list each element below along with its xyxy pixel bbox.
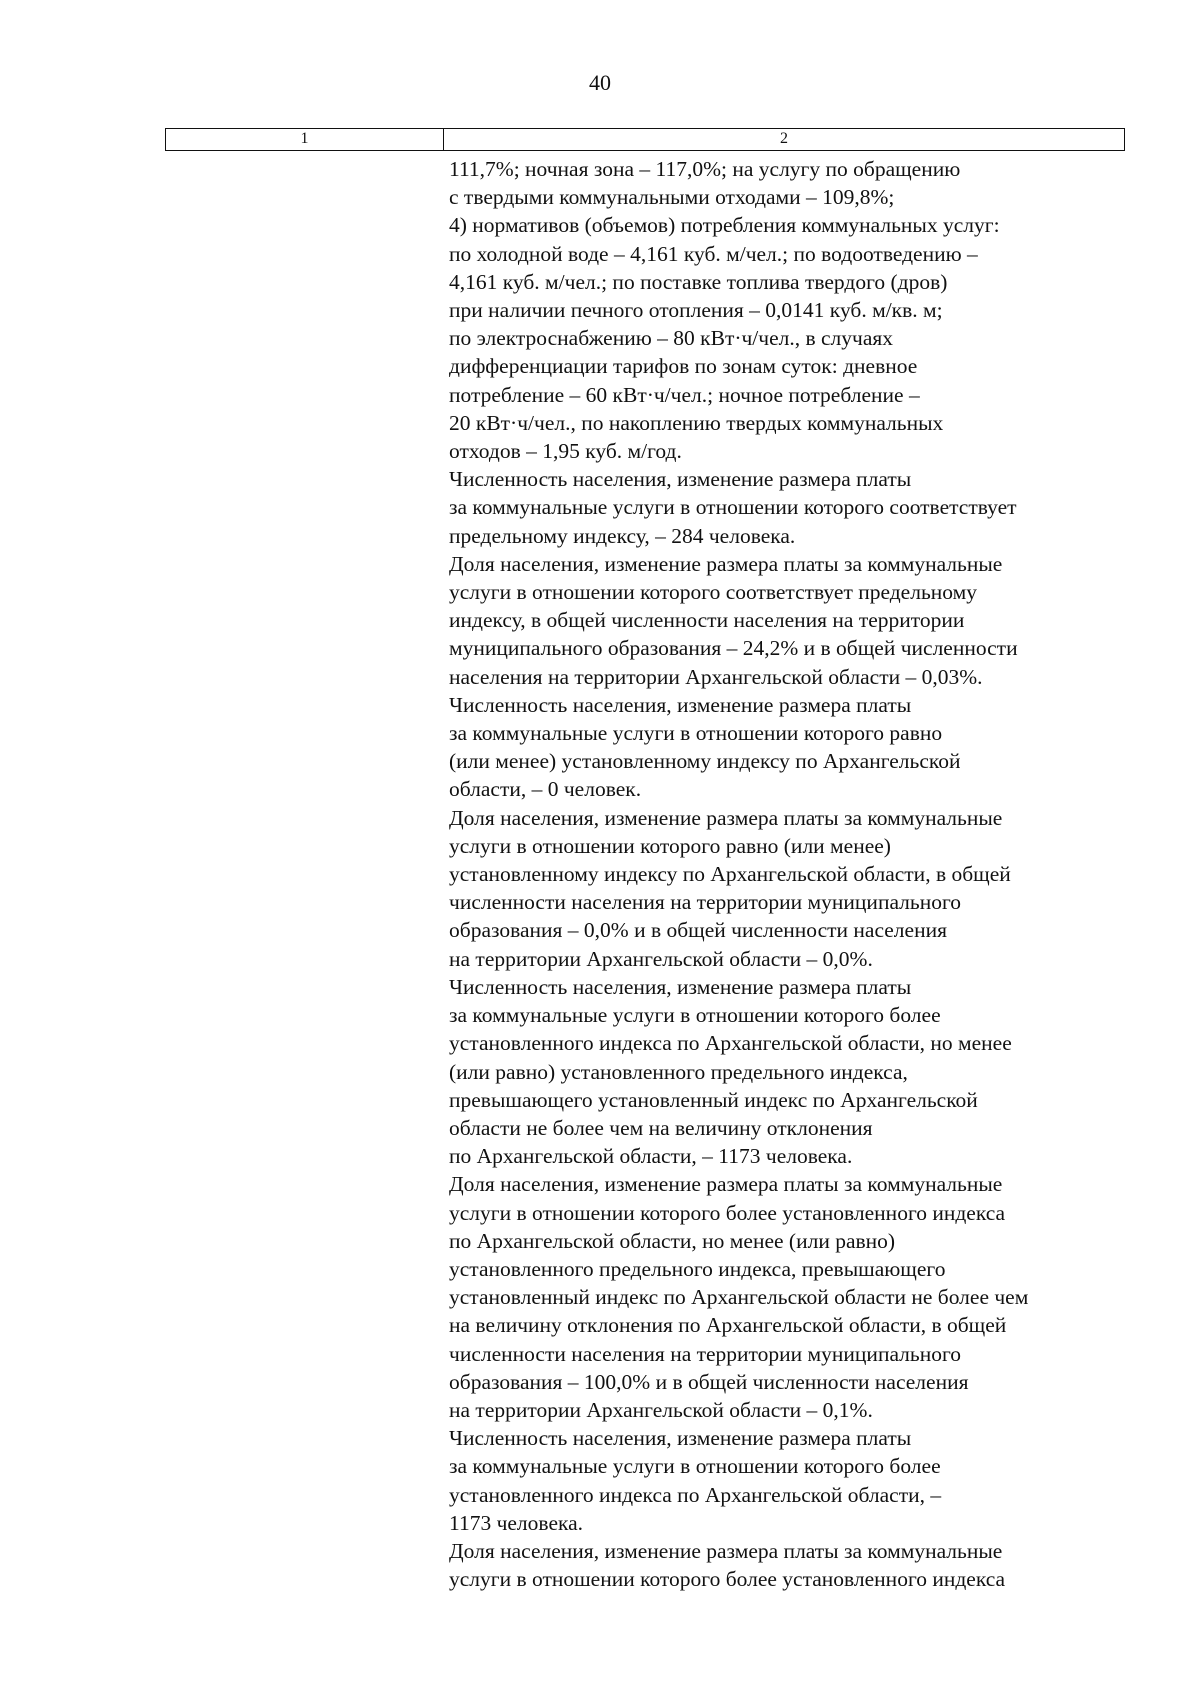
- text-line: на территории Архангельской области – 0,1%.: [449, 1397, 873, 1422]
- text-line: области не более чем на величину отклонения: [449, 1115, 873, 1140]
- text-line: дифференциации тарифов по зонам суток: дневное: [449, 354, 918, 379]
- text-line: превышающего установленный индекс по Архангельской: [449, 1087, 978, 1112]
- text-line: Численность населения, изменение размера платы: [449, 1426, 912, 1451]
- text-line: 20 кВт·ч/чел., по накоплению твердых коммунальных: [449, 410, 944, 435]
- text-line: по Архангельской области, но менее (или равно): [449, 1228, 896, 1253]
- text-line: на территории Архангельской области – 0,0%.: [449, 946, 873, 971]
- table-header-row: [165, 128, 1125, 151]
- text-line: Численность населения, изменение размера платы: [449, 692, 912, 717]
- text-line: Доля населения, изменение размера платы за коммунальные: [449, 805, 1003, 830]
- text-line: Численность населения, изменение размера платы: [449, 467, 912, 492]
- text-line: услуги в отношении которого равно (или менее): [449, 833, 891, 858]
- text-line: по Архангельской области, – 1173 человека.: [449, 1144, 853, 1169]
- text-line: на величину отклонения по Архангельской области, в общей: [449, 1313, 1007, 1338]
- text-line: 111,7%; ночная зона – 117,0%; на услугу по обращению: [449, 157, 961, 181]
- text-line: Доля населения, изменение размера платы за коммунальные: [449, 1172, 1003, 1197]
- page-number: 40: [589, 70, 611, 95]
- text-line: потребление – 60 кВт·ч/чел.; ночное потребление –: [449, 382, 920, 407]
- text-line: 4,161 куб. м/чел.; по поставке топлива твердого (дров): [449, 269, 948, 294]
- text-line: Численность населения, изменение размера платы: [449, 974, 912, 999]
- text-line: при наличии печного отопления – 0,0141 куб. м/кв. м;: [449, 298, 943, 323]
- text-line: за коммунальные услуги в отношении которого более: [449, 1454, 941, 1479]
- text-line: численности населения на территории муниципального: [449, 1341, 962, 1366]
- text-line: с твердыми коммунальными отходами – 109,8%;: [449, 185, 895, 210]
- text-line: 1173 человека.: [449, 1510, 584, 1535]
- text-line: образования – 100,0% и в общей численности населения: [449, 1369, 969, 1394]
- text-line: муниципального образования – 24,2% и в общей численности: [449, 636, 1018, 661]
- text-line: услуги в отношении которого более установленного индекса: [449, 1567, 1006, 1592]
- text-line: услуги в отношении которого соответствует предельному: [449, 580, 977, 605]
- text-line: численности населения на территории муниципального: [449, 890, 962, 915]
- text-line: за коммунальные услуги в отношении которого соответствует: [449, 495, 1017, 520]
- text-line: населения на территории Архангельской области – 0,03%.: [449, 664, 983, 689]
- text-line: установленному индексу по Архангельской области, в общей: [449, 862, 1011, 887]
- column-1-header: 1: [166, 129, 444, 150]
- text-line: установленного индекса по Архангельской области, –: [449, 1482, 942, 1507]
- text-line: (или менее) установленному индексу по Архангельской: [449, 749, 961, 774]
- column-2-header: 2: [780, 130, 788, 147]
- text-line: Доля населения, изменение размера платы за коммунальные: [449, 1538, 1003, 1563]
- text-line: установленного индекса по Архангельской области, но менее: [449, 1031, 1012, 1056]
- text-line: установленный индекс по Архангельской области не более чем: [449, 1285, 1029, 1310]
- text-line: (или равно) установленного предельного индекса,: [449, 1059, 908, 1084]
- text-line: услуги в отношении которого более установленного индекса: [449, 1200, 1006, 1225]
- column-2-text: [449, 155, 1129, 1593]
- text-line: по холодной воде – 4,161 куб. м/чел.; по водоотведению –: [449, 241, 978, 266]
- text-line: по электроснабжению – 80 кВт·ч/чел., в случаях: [449, 326, 894, 351]
- text-line: отходов – 1,95 куб. м/год.: [449, 439, 682, 464]
- text-line: области, – 0 человек.: [449, 777, 642, 802]
- text-line: за коммунальные услуги в отношении которого равно: [449, 721, 943, 746]
- text-line: Доля населения, изменение размера платы за коммунальные: [449, 551, 1003, 576]
- text-line: 4) нормативов (объемов) потребления коммунальных услуг:: [449, 213, 1000, 238]
- text-line: за коммунальные услуги в отношении которого более: [449, 1003, 941, 1028]
- text-line: образования – 0,0% и в общей численности населения: [449, 918, 947, 943]
- text-line: предельному индексу, – 284 человека.: [449, 523, 796, 548]
- text-line: индексу, в общей численности населения на территории: [449, 608, 965, 633]
- text-line: установленного предельного индекса, превышающего: [449, 1256, 946, 1281]
